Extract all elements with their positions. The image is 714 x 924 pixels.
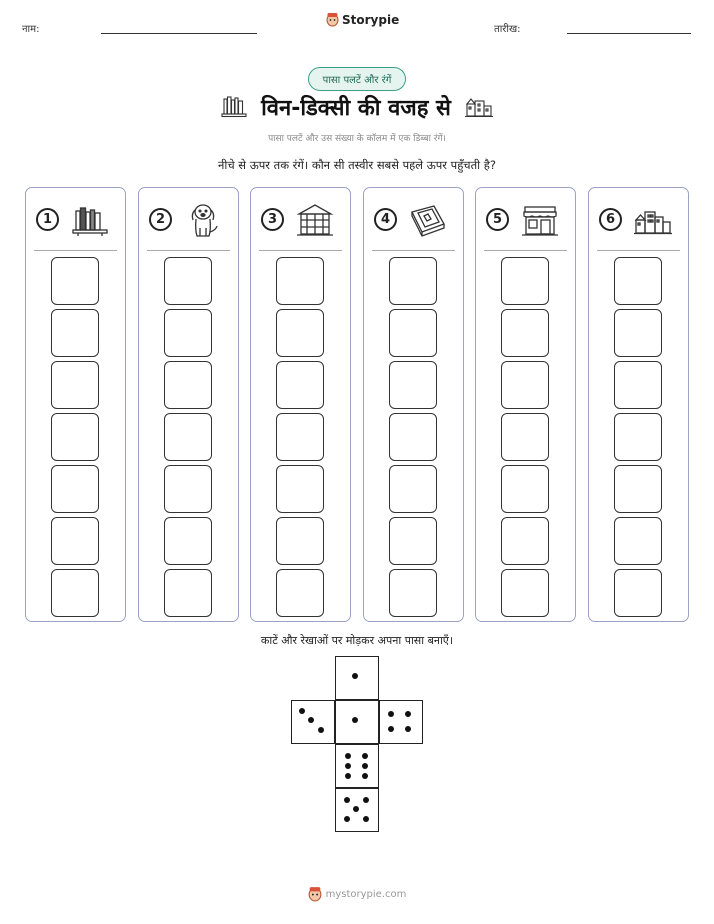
color-box[interactable] — [614, 517, 662, 565]
color-box[interactable] — [389, 465, 437, 513]
color-box[interactable] — [164, 309, 212, 357]
column-divider — [147, 250, 230, 251]
name-label: नाम: — [22, 24, 40, 35]
column-4 — [363, 187, 464, 622]
pip — [308, 717, 314, 723]
color-box[interactable] — [389, 413, 437, 461]
color-box[interactable] — [51, 309, 99, 357]
color-box[interactable] — [389, 309, 437, 357]
pip — [388, 726, 394, 732]
footer — [0, 886, 714, 902]
column-5 — [475, 187, 576, 622]
pip — [344, 816, 350, 822]
color-box[interactable] — [501, 413, 549, 461]
dog-icon — [183, 202, 223, 238]
color-box[interactable] — [389, 569, 437, 617]
pip — [352, 717, 358, 723]
color-box[interactable] — [501, 465, 549, 513]
footer-url[interactable]: mystorypie.com — [325, 888, 407, 900]
date-line[interactable] — [567, 33, 691, 34]
storypie-mascot-icon — [308, 886, 322, 902]
pip — [362, 753, 368, 759]
color-box[interactable] — [276, 309, 324, 357]
pip — [405, 726, 411, 732]
column-divider — [259, 250, 342, 251]
town-icon — [465, 96, 493, 118]
column-1 — [25, 187, 126, 622]
column-divider — [484, 250, 567, 251]
dice-face-1 — [335, 700, 379, 744]
color-box[interactable] — [614, 413, 662, 461]
pip — [362, 763, 368, 769]
column-6 — [588, 187, 689, 622]
dice-face-1 — [335, 656, 379, 700]
pip — [344, 797, 350, 803]
color-box[interactable] — [51, 465, 99, 513]
column-number: 1 — [36, 208, 59, 231]
pip — [362, 773, 368, 779]
color-box[interactable] — [164, 257, 212, 305]
color-box[interactable] — [614, 361, 662, 409]
pip — [405, 711, 411, 717]
color-box[interactable] — [51, 413, 99, 461]
color-box[interactable] — [276, 569, 324, 617]
color-box[interactable] — [389, 257, 437, 305]
color-box[interactable] — [276, 361, 324, 409]
town-icon — [633, 202, 673, 238]
instruction: नीचे से ऊपर तक रंगें। कौन सी तस्वीर सबसे पहले ऊपर पहुँचती है? — [217, 158, 497, 172]
name-line[interactable] — [101, 33, 257, 34]
column-divider — [34, 250, 117, 251]
color-box[interactable] — [614, 465, 662, 513]
pip — [345, 773, 351, 779]
brand-logo — [326, 12, 399, 27]
color-box[interactable] — [614, 569, 662, 617]
subtitle: पासा पलटें और उस संख्या के कॉलम में एक डिब्बा रंगें। — [268, 134, 446, 144]
book-icon — [408, 202, 448, 238]
pip — [388, 711, 394, 717]
color-box[interactable] — [501, 569, 549, 617]
pip — [353, 806, 359, 812]
color-box[interactable] — [389, 361, 437, 409]
column-divider — [372, 250, 455, 251]
library-building-icon — [295, 202, 335, 238]
color-box[interactable] — [164, 413, 212, 461]
storypie-mascot-icon — [326, 12, 339, 27]
color-box[interactable] — [276, 413, 324, 461]
color-box[interactable] — [276, 257, 324, 305]
title-row — [180, 90, 534, 124]
activity-pill: पासा पलटें और रंगें — [308, 67, 406, 91]
dice-instruction: काटें और रेखाओं पर मोड़कर अपना पासा बनाएँ। — [260, 634, 454, 647]
color-box[interactable] — [389, 517, 437, 565]
pip — [345, 763, 351, 769]
column-number: 4 — [374, 208, 397, 231]
bookshelf-icon — [70, 202, 110, 238]
color-box[interactable] — [164, 517, 212, 565]
column-number: 3 — [261, 208, 284, 231]
dice-face-5 — [335, 788, 379, 832]
pip — [363, 816, 369, 822]
date-label: तारीख: — [494, 24, 521, 35]
column-number: 2 — [149, 208, 172, 231]
color-box[interactable] — [276, 517, 324, 565]
dice-face-6 — [335, 744, 379, 788]
page-title: विन-डिक्सी की वजह से — [261, 96, 451, 121]
color-box[interactable] — [276, 465, 324, 513]
color-box[interactable] — [164, 569, 212, 617]
dice-face-4 — [379, 700, 423, 744]
color-box[interactable] — [164, 465, 212, 513]
color-box[interactable] — [51, 569, 99, 617]
bookshelf-icon — [221, 96, 247, 118]
column-2 — [138, 187, 239, 622]
color-box[interactable] — [614, 309, 662, 357]
pip — [363, 797, 369, 803]
pip — [345, 753, 351, 759]
column-3 — [250, 187, 351, 622]
dice-face-3 — [291, 700, 335, 744]
pip — [318, 727, 324, 733]
color-box[interactable] — [614, 257, 662, 305]
brand-name: Storypie — [342, 12, 400, 27]
pip — [352, 673, 358, 679]
color-box[interactable] — [501, 257, 549, 305]
color-box[interactable] — [51, 257, 99, 305]
color-box[interactable] — [51, 361, 99, 409]
color-box[interactable] — [501, 361, 549, 409]
column-number: 6 — [599, 208, 622, 231]
color-box[interactable] — [164, 361, 212, 409]
pip — [299, 708, 305, 714]
column-number: 5 — [486, 208, 509, 231]
storefront-icon — [520, 202, 560, 238]
color-box[interactable] — [501, 517, 549, 565]
color-box[interactable] — [501, 309, 549, 357]
color-box[interactable] — [51, 517, 99, 565]
column-divider — [597, 250, 680, 251]
